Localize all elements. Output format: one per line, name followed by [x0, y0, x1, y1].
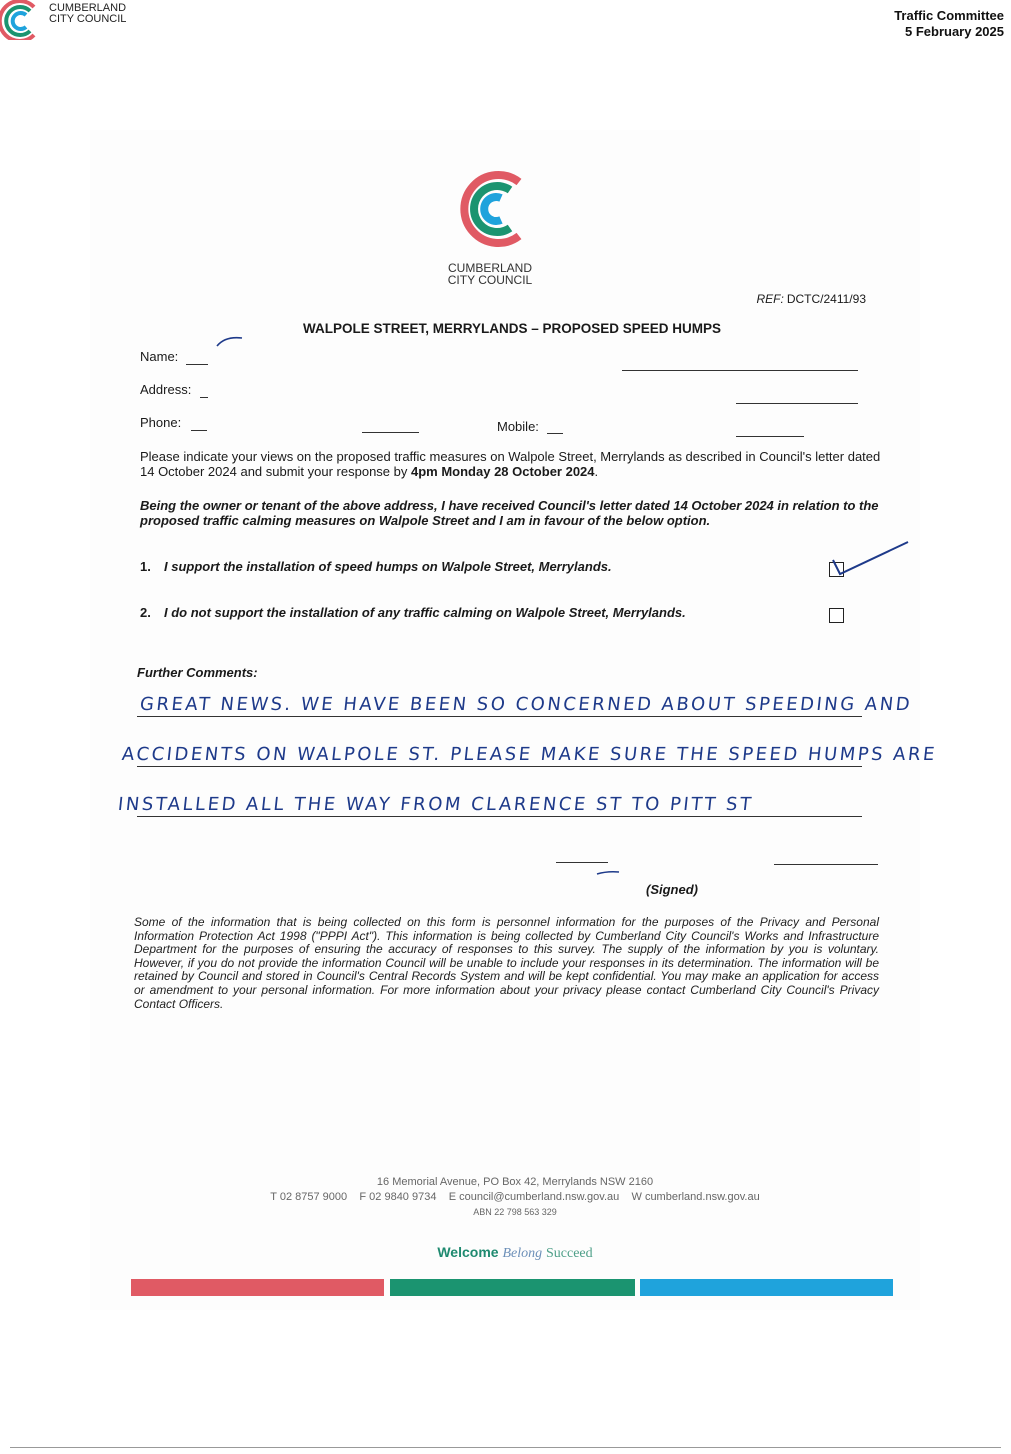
comment-line-2 — [137, 766, 862, 767]
email-address: E council@cumberland.nsw.gov.au — [448, 1191, 620, 1203]
header-meta — [894, 8, 1004, 40]
name-field[interactable] — [622, 370, 858, 371]
intro-deadline: 4pm Monday 28 October 2024 — [411, 464, 595, 479]
contact-line — [250, 1190, 780, 1205]
abn: ABN 22 798 563 329 — [473, 1207, 557, 1217]
address-label: Address: — [140, 382, 192, 397]
intro-end: . — [594, 464, 599, 479]
reference — [700, 292, 866, 306]
signed-label: (Signed) — [646, 882, 698, 897]
header-org-name — [49, 3, 126, 25]
tagline-belong: Belong — [502, 1246, 543, 1261]
tagline — [370, 1244, 660, 1262]
brand-bar-red — [131, 1279, 384, 1296]
reference-value: DCTC/2411/93 — [786, 292, 866, 306]
form-org-name — [420, 262, 560, 286]
checkmark-icon — [828, 538, 912, 582]
brand-bar-green — [390, 1279, 635, 1296]
option-2 — [140, 605, 686, 620]
option-1-number: 1. — [140, 559, 151, 574]
header-org-line2: CITY COUNCIL — [49, 13, 127, 25]
option-2-checkbox[interactable] — [829, 608, 844, 623]
comment-line-3 — [137, 816, 862, 817]
comments-label: Further Comments: — [137, 665, 258, 680]
website: W cumberland.nsw.gov.au — [631, 1191, 760, 1203]
form-org-line1: CUMBERLAND — [447, 261, 532, 275]
contact-details — [250, 1175, 780, 1220]
committee-name: Traffic Committee — [894, 8, 1004, 23]
committee-date: 5 February 2025 — [904, 24, 1004, 39]
option-1-text: I support the installation of speed humps on Walpole Street, Merrylands. — [164, 559, 612, 574]
brand-bar-blue — [640, 1279, 893, 1296]
postal-address: 16 Memorial Avenue, PO Box 42, Merrylands NSW 2160 — [376, 1176, 654, 1188]
option-1 — [140, 559, 612, 574]
comment-line-1 — [137, 716, 862, 717]
name-label: Name: — [140, 349, 179, 364]
phone-field[interactable] — [362, 432, 419, 433]
name-underline — [186, 364, 208, 365]
page-footer-rule — [10, 1447, 1001, 1448]
form-title: WALPOLE STREET, MERRYLANDS – PROPOSED SPEED HUMPS — [302, 321, 722, 336]
intro-paragraph — [140, 449, 885, 479]
mobile-label: Mobile: — [497, 419, 539, 434]
phone-number: T 02 8757 9000 — [270, 1191, 348, 1203]
mobile-underline — [547, 433, 563, 434]
tagline-welcome: Welcome — [437, 1244, 499, 1260]
mobile-field[interactable] — [736, 436, 804, 437]
comment-text-3: INSTALLED ALL THE WAY FROM CLARENCE ST TO PITT ST — [116, 794, 755, 815]
council-logo — [0, 0, 50, 40]
tagline-succeed: Succeed — [546, 1246, 593, 1261]
comment-text-1: GREAT NEWS. WE HAVE BEEN SO CONCERNED ABOUT SPEEDING AND — [138, 694, 914, 715]
fax-number: F 02 9840 9734 — [359, 1191, 437, 1203]
privacy-notice: Some of the information that is being collected on this form is personnel information for the purposes of the Privacy and Personal Information Protection Act 1998 ("PPPI Act"). This information is being collected by Cumberland City Council's Works and Infrastructure Department for the purposes of ensuring the accuracy of responses to this survey. The supply of the information by you is voluntary. However, if you do not provide the information Council will be unable to include your responses in its determination. The information will be retained by Council and stored in Council's Central Records System and will be kept confidential. You may make an application for access or amendment to your personal information. For more information about your privacy please contact Cumberland City Council's Privacy Contact Officers. — [134, 915, 879, 1011]
address-field[interactable] — [736, 403, 858, 404]
address-underline — [200, 397, 208, 398]
phone-label: Phone: — [140, 415, 182, 430]
option-2-number: 2. — [140, 605, 151, 620]
form-council-logo — [453, 168, 529, 250]
signature-line-left — [556, 862, 608, 863]
header-org-line1: CUMBERLAND — [49, 2, 127, 14]
signature-line-right[interactable] — [774, 864, 878, 865]
scanned-form — [90, 130, 920, 1310]
intro-text: Please indicate your views on the proposed traffic measures on Walpole Street, Merrylands as described in Council's letter dated 14 October 2024 and submit your response by — [140, 449, 881, 479]
ink-mark — [215, 334, 245, 350]
reference-label: REF: — [756, 292, 784, 306]
comment-text-2: ACCIDENTS ON WALPOLE ST. PLEASE MAKE SURE THE SPEED HUMPS ARE — [120, 744, 938, 765]
form-org-line2: CITY COUNCIL — [447, 273, 533, 287]
owner-statement: Being the owner or tenant of the above address, I have received Council's letter dated 14 October 2024 in relation to the proposed traffic calming measures on Walpole Street and I am in favour of the below option. — [140, 498, 879, 528]
option-2-text: I do not support the installation of any traffic calming on Walpole Street, Merrylands. — [164, 605, 686, 620]
phone-underline — [191, 430, 207, 431]
ink-mark — [595, 866, 625, 878]
